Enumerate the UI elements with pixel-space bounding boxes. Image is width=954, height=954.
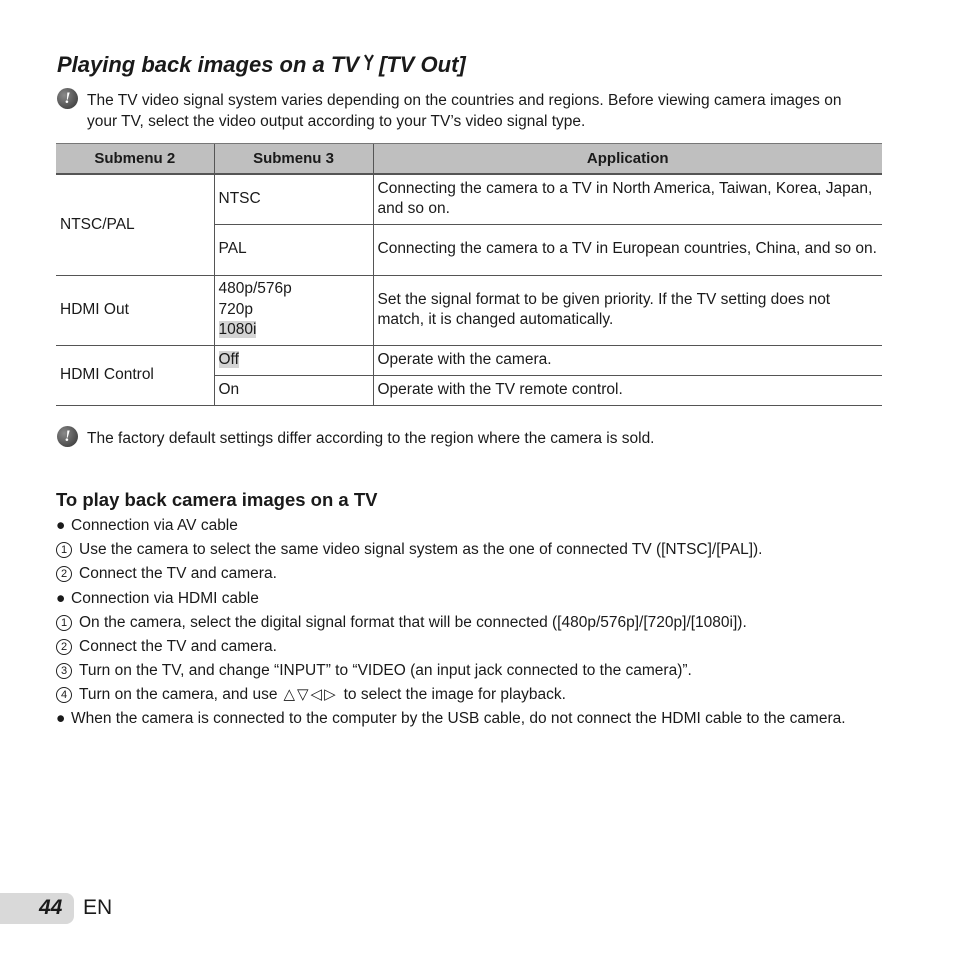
option-item: 480p/576p [218, 280, 292, 298]
list-item: ● Connection via AV cable [56, 517, 238, 534]
option-item: 720p [218, 300, 253, 318]
cell-option-list [214, 275, 373, 345]
cell-option: NTSC [214, 174, 373, 224]
cell-submenu2: HDMI Control [56, 345, 214, 405]
bullet-icon: ● [56, 517, 66, 534]
table-row [56, 345, 882, 375]
table-header-row [56, 144, 882, 175]
language-code: EN [83, 896, 113, 919]
list-item: 4 Turn on the camera, and use △▽◁▷ to select the image for playback. [56, 684, 566, 705]
option-item-default: Off [218, 350, 239, 368]
step-number: 4 [56, 687, 72, 703]
table-row [56, 275, 882, 345]
header-submenu2: Submenu 2 [56, 144, 214, 175]
header-application: Application [373, 144, 882, 175]
note-top: The TV video signal system varies depending on the countries and regions. Before viewing camera images on your TV, select the video output according to your TV’s video signal type. [87, 92, 842, 130]
page-number: 44 [39, 896, 63, 919]
setup-menu-icon [363, 52, 375, 78]
step-number: 1 [56, 615, 72, 631]
step-number: 2 [56, 639, 72, 655]
cell-submenu2: HDMI Out [56, 275, 214, 345]
list-item: ● Connection via HDMI cable [56, 590, 259, 607]
list-item: 1 On the camera, select the digital signal format that will be connected ([480p/576p]/[720p]/[1080i]). [56, 612, 747, 633]
step-number: 2 [56, 566, 72, 582]
list-item: 2 Connect the TV and camera. [56, 636, 277, 657]
note-bottom: The factory default settings differ according to the region where the camera is sold. [87, 430, 655, 447]
list-item: 2 Connect the TV and camera. [56, 563, 277, 584]
page-number-tab [0, 893, 74, 924]
step-number: 3 [56, 663, 72, 679]
cell-application: Connecting the camera to a TV in North America, Taiwan, Korea, Japan, and so on. [373, 174, 882, 224]
header-submenu3: Submenu 3 [214, 144, 373, 175]
step-number: 1 [56, 542, 72, 558]
title-suffix: [TV Out] [379, 52, 466, 77]
list-item: 1 Use the camera to select the same video signal system as the one of connected TV ([NTSC]/[PAL]). [56, 539, 762, 560]
cell-application: Operate with the TV remote control. [373, 375, 882, 405]
cell-application: Connecting the camera to a TV in European countries, China, and so on. [373, 224, 882, 275]
option-item-default: 1080i [218, 321, 257, 339]
cell-option: PAL [214, 224, 373, 275]
caution-icon: ! [57, 426, 78, 447]
table-row [56, 174, 882, 224]
bullet-icon: ● [56, 710, 66, 727]
list-item: ● When the camera is connected to the computer by the USB cable, do not connect the HDMI cable to the camera. [56, 710, 846, 727]
title-text: Playing back images on a TV [57, 52, 359, 77]
caution-icon: ! [57, 88, 78, 109]
page-title [57, 52, 466, 78]
bullet-icon: ● [56, 590, 66, 607]
arrow-keys-icon: △▽◁▷ [283, 686, 338, 703]
cell-option: On [214, 375, 373, 405]
list-item: 3 Turn on the TV, and change “INPUT” to “VIDEO (an input jack connected to the camera)”. [56, 660, 692, 681]
cell-submenu2: NTSC/PAL [56, 174, 214, 275]
cell-application: Set the signal format to be given priority. If the TV setting does not match, it is changed automatically. [373, 275, 882, 345]
cell-application: Operate with the camera. [373, 345, 882, 375]
section-title: To play back camera images on a TV [56, 489, 378, 510]
cell-option [214, 345, 373, 375]
settings-table [56, 143, 882, 406]
